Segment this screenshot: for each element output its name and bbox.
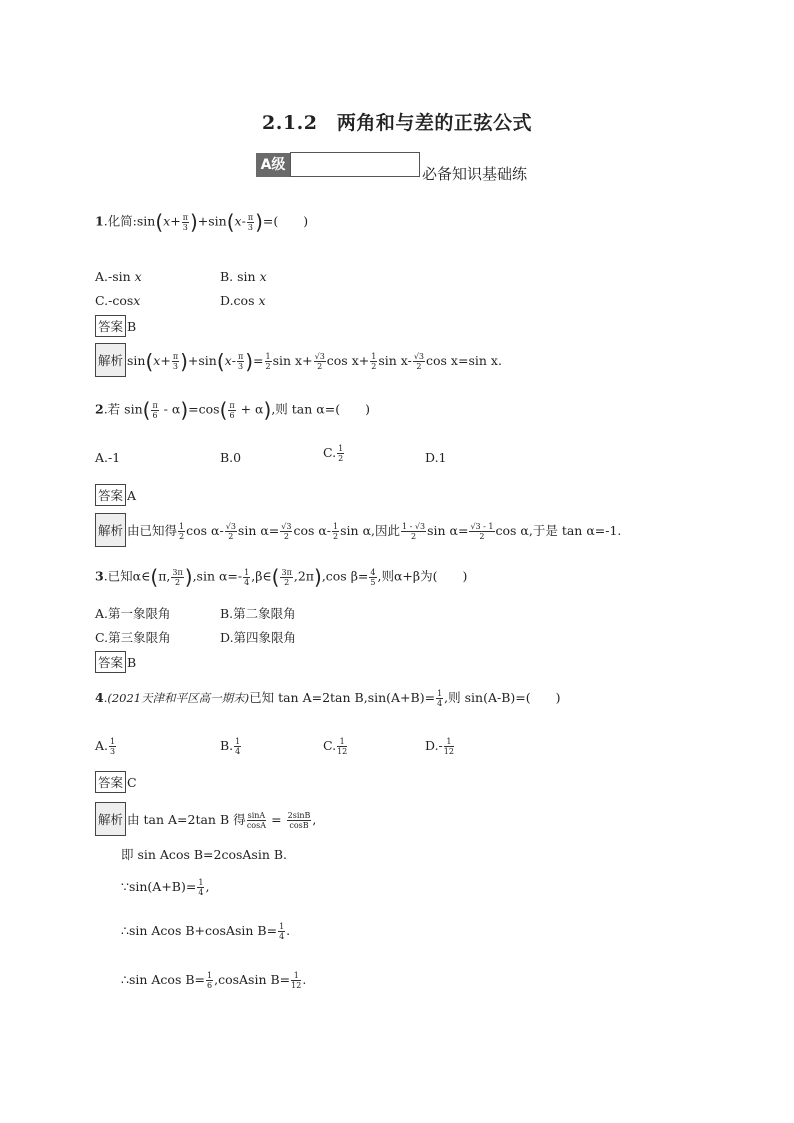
- option-d: D.- $\frac{1}{12}$: [425, 737, 454, 756]
- answer-tag: 答案: [95, 651, 126, 673]
- analysis-tag: 解析: [95, 513, 126, 547]
- solution-step-3: ∵sin(A+B)= $\frac{1}{4}$ ,: [121, 878, 210, 897]
- option-d: D.第四象限角: [220, 630, 297, 645]
- level-badge: A级: [256, 153, 290, 177]
- analysis-tag: 解析: [95, 343, 126, 377]
- option-b: B. $\frac{1}{4}$: [220, 737, 241, 756]
- option-a: A.第一象限角: [95, 606, 171, 621]
- answer-tag: 答案: [95, 315, 126, 337]
- analysis-line: 解析 由 tan A=2tan B 得 $\frac{\sin A}{\cos A}$ = $\frac{2\sin B}{\cos B}$ ,: [95, 802, 316, 836]
- answer-value: B: [127, 655, 137, 670]
- analysis-line: 解析 由已知得 $\frac{1}{2}$ cos α- $\frac{√3}{2}$ sin α= $\frac{√3}{2}$ cos α- $\frac{1}{2}$ sin α,因此 $\frac{1 - √3}{2}$ sin α= $\frac{√3 - 1}{2}$ cos α,于是 tan α=-1.: [95, 513, 621, 547]
- analysis-line: 解析 sin(x+ $\frac{\pi}{3}$ )+sin(x- $\frac{\pi}{3}$ )= $\frac{1}{2}$ sin x+ $\frac{√3}{2}$ cos x+ $\frac{1}{2}$ sin x- $\frac{√3}{2}$ cos x=sin x.: [95, 343, 502, 377]
- option-a: A. $\frac{1}{3}$: [95, 737, 116, 756]
- level-label: 必备知识基础练: [422, 165, 528, 183]
- answer-line: [95, 651, 136, 673]
- solution-step-2: 即 sin Acos B=2cosAsin B.: [121, 847, 288, 862]
- answer-line: [95, 484, 136, 506]
- page-title: 2.1.2 两角和与差的正弦公式: [262, 112, 532, 134]
- answer-value: C: [127, 775, 137, 790]
- option-c: C. $\frac{1}{2}$: [323, 444, 344, 463]
- option-b: B.0: [220, 450, 242, 465]
- answer-value: A: [127, 488, 137, 503]
- option-c: C.第三象限角: [95, 630, 171, 645]
- option-c: C. $\frac{1}{12}$: [323, 737, 348, 756]
- question-number: 4: [95, 690, 104, 705]
- answer-tag: 答案: [95, 484, 126, 506]
- answer-value: B: [127, 319, 137, 334]
- option-a: A.-1: [95, 450, 121, 465]
- question-2: 2.若 sin( $\frac{\pi}{6}$ - α)=cos( $\frac{\pi}{6}$ + α),则 tan α=( ): [95, 398, 370, 422]
- option-c: C.-cosx: [95, 293, 141, 308]
- option-d: D.1: [425, 450, 447, 465]
- analysis-tag: 解析: [95, 802, 126, 836]
- level-box: [290, 152, 420, 177]
- question-3: 3.已知α∈(π, $\frac{3\pi}{2}$ ),sin α=- $\frac{1}{4}$ ,β∈( $\frac{3\pi}{2}$ ,2π),cos β= $\frac{4}{5}$ ,则α+β为( ): [95, 565, 468, 589]
- solution-step-5: ∴sin Acos B= $\frac{1}{6}$ ,cosAsin B= $\frac{1}{12}$ .: [121, 971, 307, 990]
- option-b: B.第二象限角: [220, 606, 296, 621]
- question-number: 1: [95, 213, 104, 229]
- question-4: 4.(2021天津和平区高一期末)已知 tan A=2tan B,sin(A+B)= $\frac{1}{4}$ ,则 sin(A-B)=( ): [95, 689, 561, 708]
- solution-step-4: ∴sin Acos B+cosAsin B= $\frac{1}{4}$ .: [121, 922, 291, 941]
- answer-line: [95, 315, 136, 337]
- option-b: B. sin x: [220, 269, 267, 284]
- answer-tag: 答案: [95, 771, 126, 793]
- question-1: 1.化简:sin(x+ $\frac{\pi}{3}$ )+sin(x- $\frac{\pi}{3}$ )=( ): [95, 210, 309, 234]
- answer-line: [95, 771, 137, 793]
- option-a: A.-sin x: [95, 269, 142, 284]
- question-number: 2: [95, 401, 104, 417]
- question-source: .(2021天津和平区高一期末): [103, 691, 250, 705]
- option-d: D.cos x: [220, 293, 266, 308]
- question-number: 3: [95, 568, 104, 584]
